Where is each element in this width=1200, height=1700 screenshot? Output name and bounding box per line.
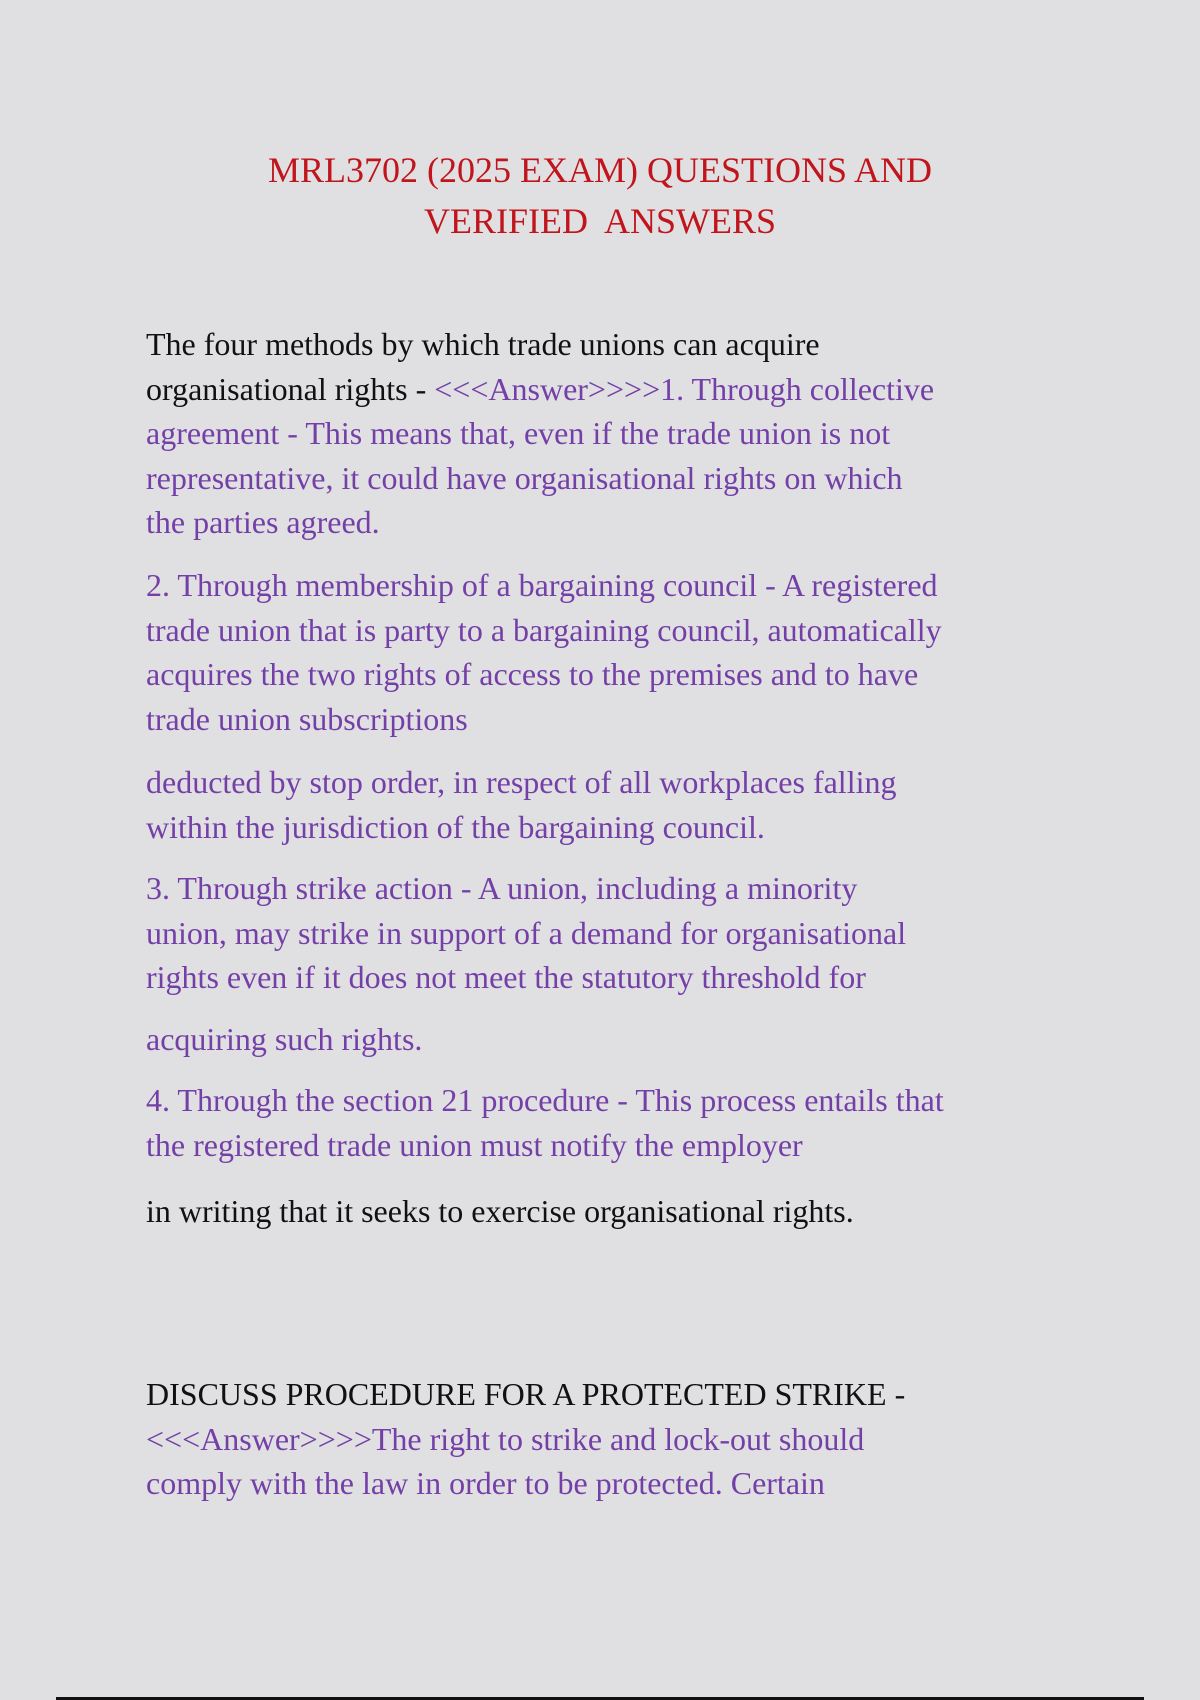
point-4-line: 4. Through the section 21 procedure - This process entails that [146,1082,944,1118]
point-3-cont-line: acquiring such rights. [146,1021,423,1057]
title-line-2: VERIFIED ANSWERS [423,201,777,241]
question-2-text: DISCUSS PROCEDURE FOR A PROTECTED STRIKE - [146,1376,906,1412]
question-2-block [146,1372,1076,1506]
answer-1-point-2-continued [146,760,1076,849]
answer-1-point-3 [146,866,1076,1000]
point-2-cont-line: within the jurisdiction of the bargaining council. [146,808,765,845]
point-2-line: acquires the two rights of access to the premises and to have [146,656,919,692]
point-2-line: trade union subscriptions [146,700,468,737]
answer-1-point-3-continued [146,1017,1076,1062]
point-2-line: trade union that is party to a bargaining council, automatically [146,611,942,648]
answer-1-point-4 [146,1078,1076,1167]
title-line-1: MRL3702 (2025 EXAM) QUESTIONS AND [268,150,932,190]
answer-1-point-2 [146,563,1076,741]
answer-1-line: the parties agreed. [146,504,380,540]
point-3-line: rights even if it does not meet the statutory threshold for [146,959,866,995]
question-1-text-end: organisational rights - [146,370,435,407]
answer-2-line: comply with the law in order to be protected. Certain [146,1465,825,1501]
point-2-cont-line: deducted by stop order, in respect of all workplaces falling [146,764,897,800]
answer-1-line: representative, it could have organisational rights on which [146,459,903,496]
answer-1-line: agreement - This means that, even if the trade union is not [146,415,891,451]
point-2-line: 2. Through membership of a bargaining council - A registered [146,567,938,603]
question-1-block [146,322,1076,545]
answer-1-point-4-continued [146,1189,1076,1234]
point-3-line: union, may strike in support of a demand for organisational [146,914,907,951]
point-4-cont-line: in writing that it seeks to exercise organisational rights. [146,1193,854,1229]
point-4-line: the registered trade union must notify the employer [146,1126,803,1163]
question-1-text: The four methods by which trade unions can acquire [146,326,820,362]
answer-1-start: <<<Answer>>>>1. Through collective [434,370,935,407]
document-title [0,145,1200,247]
answer-2-line: <<<Answer>>>>The right to strike and lock-out should [146,1420,865,1457]
point-3-line: 3. Through strike action - A union, including a minority [146,870,858,906]
